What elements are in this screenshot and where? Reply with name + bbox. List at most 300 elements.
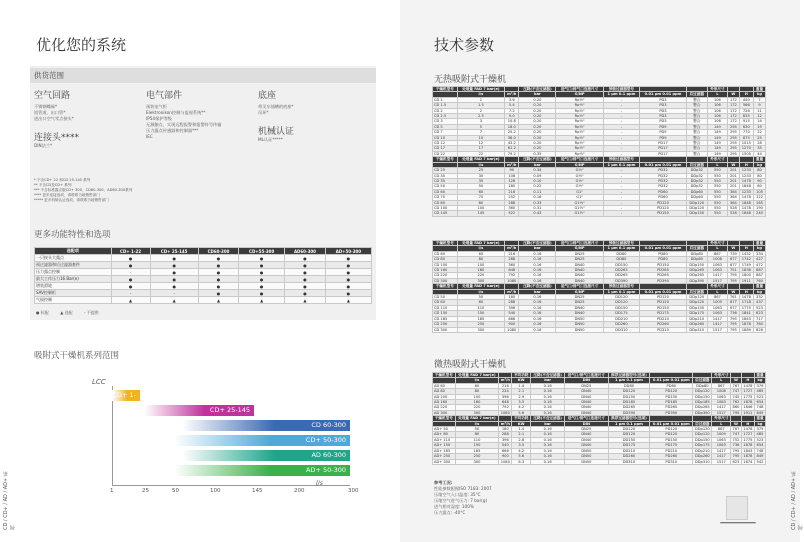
legend-item: ● 标配 <box>36 310 49 315</box>
table-cell: DD120 <box>603 300 639 305</box>
table-cell: 860 <box>732 405 740 410</box>
table-cell: DN40 <box>556 268 603 273</box>
table-cell: 762 <box>732 400 740 405</box>
table-subheader: 1 μm 0.1 ppm <box>603 92 639 97</box>
table-cell: 106 <box>707 114 727 119</box>
table-cell: 1063 <box>712 394 731 399</box>
table-cell: 1889 <box>739 327 753 332</box>
table-cell: 100 <box>457 205 504 210</box>
table-cell: DDp32 <box>686 173 707 178</box>
table-cell: SAV控制柜 <box>35 290 112 297</box>
table-cell: 2 <box>457 108 504 113</box>
table-cell: ● <box>239 269 285 276</box>
table-subheader: m³/h <box>500 378 510 383</box>
table-cell: 5 <box>457 124 504 129</box>
table-row <box>433 459 766 464</box>
table-cell: DN25 <box>556 300 603 305</box>
table-cell: 126 <box>505 178 519 183</box>
table-cell: 1063 <box>707 311 727 316</box>
table-cell: 687 <box>753 268 765 273</box>
legend-item: - 不提供 <box>84 310 99 315</box>
table-cell: AD+ 80 <box>433 432 456 437</box>
x-tick-label: 25 <box>142 488 149 494</box>
table-cell: ● <box>198 262 238 269</box>
table-cell: CD 70 <box>433 195 458 200</box>
table-cell: 623 <box>753 311 765 316</box>
table-cell: 1836 <box>739 268 753 273</box>
table-cell: 106 <box>707 103 727 108</box>
table-cell: 216 <box>499 383 512 388</box>
table-cell: 1417 <box>712 448 731 453</box>
table-header: 压降(不含过滤器) <box>519 87 556 92</box>
table-cell: 1080 <box>499 459 512 464</box>
table-cell: PD390 <box>640 278 687 283</box>
table-cell: ● <box>150 262 198 269</box>
footnote: * 不含CD+ 22 和CD 25-145 系列 <box>34 178 91 182</box>
table-cell: 666 <box>499 448 512 453</box>
table-cell: PD60 <box>640 189 687 194</box>
table-header: 进气口/排气口连接尺寸 <box>556 157 603 162</box>
table-cell: 1063 <box>707 305 727 310</box>
table-cell: 1417 <box>707 316 727 321</box>
table-cell: ● <box>239 255 285 262</box>
table-cell: 1727 <box>743 432 753 437</box>
table-cell: DD175 <box>603 311 639 316</box>
table-cell: 60 <box>455 383 499 388</box>
table-cell: 0.16 <box>531 437 565 442</box>
table-subheader: 1 μm 0.1 ppm <box>603 289 639 294</box>
options-legend <box>36 310 99 316</box>
table-cell: ● <box>111 276 150 283</box>
table-cell: 795 <box>728 327 740 332</box>
table-header: 外形尺寸 <box>707 241 727 246</box>
table-cell: AD+ 50 <box>433 427 456 432</box>
table-header: 处理量 FAD 7 bar(e) <box>457 241 504 246</box>
table-cell: 717 <box>753 316 765 321</box>
table-cell: 60 <box>457 251 504 256</box>
table-cell: 整合 <box>686 151 707 156</box>
table-cell: 360 <box>505 262 519 267</box>
table-cell: DDp150 <box>693 394 712 399</box>
table-cell: PD32 <box>640 178 687 183</box>
table-cell: 7 <box>457 130 504 135</box>
table-header: 重量 <box>756 416 764 421</box>
table-cell: 550 <box>707 189 727 194</box>
table-cell: 0.16 <box>519 322 556 327</box>
table-cell: 745 <box>732 394 740 399</box>
table-cell: 748 <box>754 448 765 453</box>
table-cell: CD 185 <box>433 316 458 321</box>
table-cell: 726 <box>739 108 753 113</box>
table-cell: 739 <box>728 251 740 256</box>
table-cell: 677 <box>728 262 740 267</box>
table-cell: 364 <box>728 195 740 200</box>
table-cell: - <box>111 269 150 276</box>
table-subheader: 后过滤器 <box>693 421 712 426</box>
table-cell: 50 <box>457 184 504 189</box>
x-axis <box>112 485 350 486</box>
table-cell: PD150 <box>650 394 693 399</box>
table-cell: 0.10 <box>519 178 556 183</box>
table-cell: DDp210 <box>686 316 707 321</box>
ref-line: 压力露点: -40°C <box>434 510 466 515</box>
table-cell: 1878 <box>743 443 753 448</box>
table-cell: 1718 <box>739 300 753 305</box>
range-bar: AD 60-300 <box>182 450 350 461</box>
table-cell: 201 <box>728 168 740 173</box>
table-cell: 预过滤器和后过滤器套件 <box>35 262 112 269</box>
table-cell: PD260 <box>650 454 693 459</box>
table-cell: - <box>111 290 150 297</box>
footnote: **** 更多连接选项，请联系当地销售部门 <box>34 193 100 197</box>
table-cell: 整合 <box>686 103 707 108</box>
table-cell: CD 17 <box>433 146 458 151</box>
table-cell: DDp60 <box>686 195 707 200</box>
table-header: 进气口/排气口连接尺寸 <box>556 87 603 92</box>
table-cell: 1505 <box>739 151 753 156</box>
table-cell: ▲ <box>198 297 238 304</box>
table-cell: PD9 <box>640 124 687 129</box>
table-cell: DDp60 <box>686 189 707 194</box>
table-subheader: G/NP <box>556 92 603 97</box>
table-subheader: 1 μm 0.1 ppm <box>603 162 639 167</box>
table-header: CD+55-300 <box>239 248 285 255</box>
table-cell: DD310 <box>608 459 650 464</box>
table-cell: 224 <box>499 389 512 394</box>
table-cell: 185 <box>455 448 499 453</box>
table-cell: DN40 <box>556 311 603 316</box>
table-cell: 9 <box>753 103 765 108</box>
table-cell: 14 <box>753 119 765 124</box>
table-cell: 752 <box>732 437 740 442</box>
table-header: 预装过滤器型号 <box>603 241 639 246</box>
table-subheader: m³/h <box>505 162 519 167</box>
table-cell: - <box>603 146 639 151</box>
table-cell: CD 7 <box>433 130 458 135</box>
table-cell: 1517 <box>712 410 731 415</box>
table-header: 处理量 FAD 7 bar(e) <box>457 284 504 289</box>
table-cell: 149 <box>707 151 727 156</box>
table-cell: 压力露点控制 <box>35 269 112 276</box>
table-cell: 770 <box>739 130 753 135</box>
table-cell: 172 <box>728 97 740 102</box>
table-header: AD+50-300 <box>325 248 371 255</box>
table-header: 重量 <box>753 157 765 162</box>
table-cell: CD 220 <box>433 273 458 278</box>
table-cell: 35 <box>753 146 765 151</box>
x-tick-label: 100 <box>210 488 221 494</box>
table-header: 重量 <box>756 373 764 377</box>
table-cell: 0.16 <box>519 278 556 283</box>
table-cell: ● <box>325 290 371 297</box>
table-header: 压降(不含过滤器) <box>531 373 565 378</box>
table-cell: 105 <box>753 189 765 194</box>
chart-ylabel: LCC <box>92 378 106 386</box>
table-cell: G1½" <box>556 205 603 210</box>
table-cell: DDp32 <box>686 168 707 173</box>
table-cell: AD 300 <box>433 410 456 415</box>
table-subheader: m³/h <box>505 246 519 251</box>
table-header: 预装过滤器型号 <box>603 284 639 289</box>
table-subheader: kg <box>754 421 765 426</box>
table-cell: 0.16 <box>519 316 556 321</box>
table-cell: - <box>603 195 639 200</box>
table-cell: 150 <box>457 311 504 316</box>
table-cell: ● <box>150 255 198 262</box>
table-cell: 0.20 <box>519 97 556 102</box>
table-cell: 整合 <box>686 135 707 140</box>
table-cell: 485 <box>754 389 765 394</box>
table-cell: 1233 <box>739 173 753 178</box>
table-cell: 149 <box>707 141 727 146</box>
table-cell: 216 <box>505 189 519 194</box>
table-cell: 5.4 <box>505 103 519 108</box>
table-subheader: bar <box>519 246 556 251</box>
table-cell: 整合 <box>686 97 707 102</box>
table-cell: DDp185 <box>693 400 712 405</box>
table-cell: 630 <box>739 124 753 129</box>
table-cell: PD3 <box>640 119 687 124</box>
table-header: CD+ 1-22 <box>111 248 150 255</box>
table-cell: 0.16 <box>531 389 565 394</box>
table-cell: DDp120 <box>693 389 712 394</box>
table-cell: 900 <box>505 322 519 327</box>
table-cell: ● <box>285 283 326 290</box>
list-item: 不锈钢蝶阀* <box>34 104 58 109</box>
table-cell: DDp80 <box>686 251 707 256</box>
table-cell: - <box>603 173 639 178</box>
table-subheader: 后过滤器 <box>693 378 712 383</box>
ref-line: 性能参数根据ISO 7183: 2007 <box>434 486 492 491</box>
table-cell: 360 <box>505 205 519 210</box>
table-subheader: L <box>712 378 731 383</box>
table-cell: 100 <box>455 394 499 399</box>
table-cell: CD 150 <box>433 311 458 316</box>
table-cell: PD150 <box>640 262 687 267</box>
table-cell: AD 80 <box>433 389 456 394</box>
table-subheader: DIN <box>565 378 608 383</box>
table-cell: ● <box>198 290 238 297</box>
table-cell: 396 <box>505 305 519 310</box>
table-cell: 654 <box>754 400 765 405</box>
table-cell: 1749 <box>739 262 753 267</box>
table-cell: - <box>603 151 639 156</box>
table-cell: 867 <box>712 383 731 388</box>
table-cell: 472 <box>753 262 765 267</box>
table-cell: PD185 <box>650 400 693 405</box>
table-cell: DN40 <box>556 305 603 310</box>
table-cell: 550 <box>707 173 727 178</box>
table-cell: 0.20 <box>519 114 556 119</box>
table-cell: PD120 <box>650 432 693 437</box>
table-cell: 201 <box>728 184 740 189</box>
ref-title: 参考工况: <box>434 480 453 485</box>
table-cell: PD32 <box>640 184 687 189</box>
table-cell: 300 <box>455 459 499 464</box>
table-cell: 90 <box>753 178 765 183</box>
table-cell: Rp½" <box>556 124 603 129</box>
table-cell: 7 <box>753 97 765 102</box>
options-heading: 更多功能特性和选项 <box>34 230 111 240</box>
table-header: 压降(不含过滤器) <box>519 157 556 162</box>
table-cell: DD390 <box>603 278 639 283</box>
table-subheader: G/NP <box>556 289 603 294</box>
table-cell: CD 22 <box>433 151 458 156</box>
table-cell: 288 <box>499 432 512 437</box>
air-circuit-section <box>34 88 144 149</box>
table-cell: 550 <box>707 211 727 216</box>
table-subheader: l/s <box>457 289 504 294</box>
table-cell: 1 <box>457 97 504 102</box>
table-header: 干燥机型号 <box>433 87 458 92</box>
table-cell: 160 <box>457 268 504 273</box>
table-cell: 1727 <box>743 389 753 394</box>
table-subheader: l/s <box>455 421 499 426</box>
table-cell: DN40 <box>565 437 608 442</box>
table-cell: 240 <box>753 211 765 216</box>
table-cell: 1063 <box>712 437 731 442</box>
table-cell: Rp½" <box>556 135 603 140</box>
table-subheader: 0.01 μm 0.01 ppm <box>650 378 693 383</box>
table-cell: DD80 <box>603 257 639 262</box>
table-cell: 288 <box>505 257 519 262</box>
table-cell: 180 <box>505 184 519 189</box>
x-tick-label: 50 <box>172 488 179 494</box>
table-cell: G1" <box>556 189 603 194</box>
table-cell: DD175 <box>608 443 650 448</box>
table-cell: DD150 <box>603 262 639 267</box>
table-cell: - <box>603 135 639 140</box>
table-cell: 1009 <box>712 432 731 437</box>
list-item: 进出口空气零点接头* <box>34 116 74 121</box>
table-cell: 295 <box>728 141 740 146</box>
table-cell: 795 <box>728 322 740 327</box>
table-cell: 795 <box>728 316 740 321</box>
table-cell: 1063 <box>712 400 731 405</box>
table-cell: ● <box>285 262 326 269</box>
table-cell: - <box>603 211 639 216</box>
table-subheader: m³/h <box>500 421 510 426</box>
table-cell: 172 <box>728 119 740 124</box>
table-cell: - <box>603 168 639 173</box>
table-cell: 942 <box>754 459 765 464</box>
table-cell: 149 <box>707 124 727 129</box>
table-cell: 300 <box>457 327 504 332</box>
table-cell: PD3 <box>640 108 687 113</box>
table-cell: 550 <box>707 184 727 189</box>
table-header: 干燥机型号 <box>433 241 458 246</box>
table-cell: 522 <box>505 211 519 216</box>
table-header: 外形尺寸 <box>707 157 727 162</box>
table-cell: PD80 <box>650 383 693 388</box>
table-cell: CD 5 <box>433 124 458 129</box>
electrical-section <box>146 88 261 140</box>
table-cell: 0.20 <box>519 130 556 135</box>
table-cell: DD310 <box>603 327 639 332</box>
table-cell: DDp260 <box>686 322 707 327</box>
table-cell: 1432 <box>739 251 753 256</box>
table-cell: 19 <box>753 124 765 129</box>
table-header: CD+ 25-145 <box>150 248 198 255</box>
table-cell: 108 <box>505 173 519 178</box>
table-cell: PD150 <box>650 437 693 442</box>
table-cell: DN25 <box>556 257 603 262</box>
table-cell: ● <box>198 276 238 283</box>
table-subheader: l/s <box>455 378 499 383</box>
table-cell: 1.5 <box>457 103 504 108</box>
table-cell: 12 <box>457 141 504 146</box>
table-cell: DDp390 <box>693 410 712 415</box>
table-cell: 0.11 <box>519 189 556 194</box>
table-cell: PD120 <box>650 427 693 432</box>
table-cell: 550 <box>707 178 727 183</box>
range-heading: 吸附式干燥机系列范围 <box>34 351 120 361</box>
table-cell: - <box>603 103 639 108</box>
table-subheader: 0.01 μm 0.01 ppm <box>640 246 687 251</box>
table-cell: - <box>603 184 639 189</box>
table-cell: ● <box>285 255 326 262</box>
table-subheader: 0.01 μm 0.01 ppm <box>650 421 693 426</box>
table-cell: DDp120 <box>686 295 707 300</box>
table-cell: 1478 <box>743 427 753 432</box>
table-cell: 2.9 <box>512 394 531 399</box>
table-cell: CD 1 <box>433 97 458 102</box>
table-cell: DN40 <box>565 400 608 405</box>
table-cell: 216 <box>505 251 519 256</box>
list-item: Elektronikon控制与监视系统** <box>146 110 206 115</box>
table-cell: 3.5 <box>512 443 531 448</box>
table-row <box>35 283 372 290</box>
electrical-heading: 电气部件 <box>146 91 183 101</box>
table-header: 外形尺寸 <box>712 373 731 378</box>
table-cell: 0.16 <box>531 427 565 432</box>
table-subheader: H <box>741 421 754 426</box>
table-cell: AD+ 300 <box>433 459 456 464</box>
table-cell: PD9 <box>640 130 687 135</box>
table-cell: 10.8 <box>505 119 519 124</box>
table-subheader: G/NP <box>556 162 603 167</box>
table-cell: DDp310 <box>693 459 712 464</box>
table-cell: CD 10 <box>433 135 458 140</box>
table-cell: 0.16 <box>519 300 556 305</box>
table-cell: PD17 <box>640 151 687 156</box>
table-cell: 0.20 <box>519 135 556 140</box>
table-cell: CD 25 <box>433 168 458 173</box>
right-page <box>400 0 804 542</box>
table-cell: 523 <box>753 305 765 310</box>
table-cell: 190 <box>753 205 765 210</box>
table-cell: DN50 <box>556 327 603 332</box>
table-cell: DN50 <box>556 322 603 327</box>
table-cell: 1848 <box>739 184 753 189</box>
range-bar: CD 60-300 <box>182 420 350 431</box>
options-table <box>34 247 372 304</box>
table-subheader: H <box>739 92 753 97</box>
table-row <box>35 255 372 262</box>
table-cell: 875 <box>739 135 753 140</box>
table-cell: 22 <box>457 151 504 156</box>
table-cell: 整合 <box>686 130 707 135</box>
table-cell: 0.20 <box>519 124 556 129</box>
table-cell: PD210 <box>650 448 693 453</box>
table-subheader: bar <box>531 421 565 426</box>
table-cell: DDp210 <box>693 448 712 453</box>
table-cell: 0.20 <box>519 119 556 124</box>
table-header: 干燥机型号 <box>433 373 456 378</box>
table-header: 外形尺寸 <box>707 87 727 92</box>
table-cell: 145 <box>457 211 504 216</box>
table-cell: 增装滑轮 <box>35 283 112 290</box>
